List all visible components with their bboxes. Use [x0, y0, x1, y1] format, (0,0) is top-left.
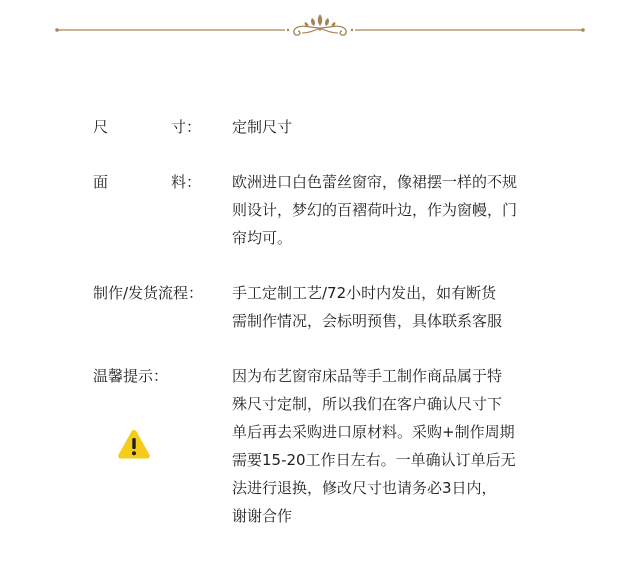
value-line: 需制作情况，会标明预售，具体联系客服	[232, 312, 503, 330]
spec-value-process	[232, 279, 592, 335]
warning-icon	[117, 428, 151, 460]
value-line: 则设计，梦幻的百褶荷叶边，作为窗幔，门	[232, 201, 518, 219]
label-char: 料：	[171, 173, 202, 191]
header-ornament-divider	[0, 0, 640, 50]
label-char: 面	[93, 173, 109, 191]
value-line: 法进行退换，修改尺寸也请务必3日内，	[232, 479, 497, 497]
value-line: 定制尺寸	[232, 118, 293, 136]
spec-label-size	[93, 113, 201, 141]
spec-label-material	[93, 168, 201, 196]
value-line: 需要15-20工作日左右。一单确认订单后无	[232, 451, 516, 469]
value-line: 欧洲进口白色蕾丝窗帘，像裙摆一样的不规	[232, 173, 518, 191]
center-flourish	[287, 14, 353, 35]
spec-value-notice	[232, 362, 592, 530]
value-line: 单后再去采购进口原材料。采购+制作周期	[232, 423, 515, 441]
value-line: 帘均可。	[232, 229, 293, 247]
spec-label-notice: 温馨提示：	[93, 367, 169, 385]
label-char: 尺	[93, 118, 109, 136]
value-line: 因为布艺窗帘床品等手工制作商品属于特	[232, 367, 503, 385]
value-line: 谢谢合作	[232, 507, 293, 525]
spec-label-process: 制作/发货流程：	[93, 284, 204, 302]
flourish-ornament-icon	[0, 0, 640, 50]
value-line: 手工定制工艺/72小时内发出，如有断货	[232, 284, 497, 302]
label-char: 寸：	[171, 118, 202, 136]
value-line: 殊尺寸定制，所以我们在客户确认尺寸下	[232, 395, 503, 413]
spec-value-material	[232, 168, 592, 252]
spec-value-size	[232, 113, 592, 141]
